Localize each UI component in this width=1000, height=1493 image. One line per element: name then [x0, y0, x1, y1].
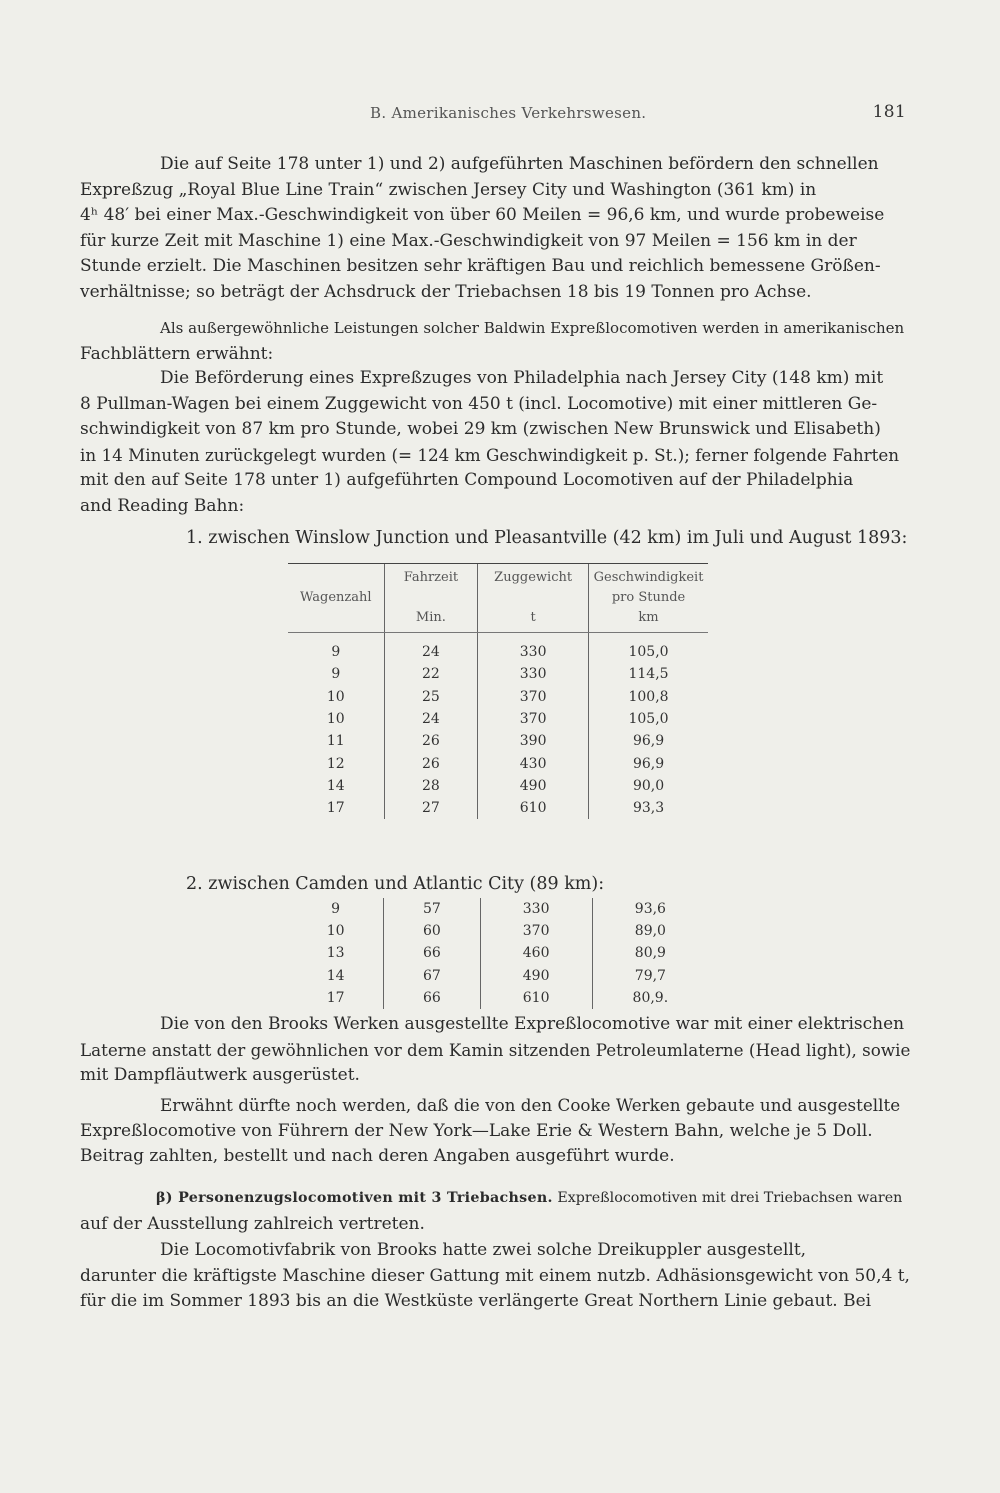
text-line: 8 Pullman-Wagen bei einem Zuggewicht von 450 t (incl. Locomotive) mit einer mittleren Ge-: [80, 393, 878, 414]
table-cell: 610: [478, 797, 589, 819]
table-cell: 114,5: [589, 663, 708, 685]
header-unit: t: [530, 610, 536, 625]
table-cell: 26: [384, 730, 478, 752]
table-cell: 17: [326, 800, 345, 817]
table-row: [288, 708, 708, 730]
text-line: [80, 1186, 910, 1212]
table-cell: 10: [326, 923, 345, 940]
table-cell: 90,0: [589, 775, 708, 797]
table-cell: 105,0: [589, 633, 708, 664]
column-header-fahrzeit: [384, 564, 478, 633]
table-cell: 24: [384, 708, 478, 730]
table-cell: 330: [480, 898, 592, 920]
table-cell: 390: [478, 730, 589, 752]
paragraph-baldwin: [80, 316, 910, 367]
table-cell: 10: [326, 688, 345, 705]
table-cell: 93,6: [592, 898, 708, 920]
text-line: schwindigkeit von 87 km pro Stunde, wobei 29 km (zwischen New Brunswick und Elisabeth): [80, 419, 881, 440]
header-unit: km: [638, 610, 659, 625]
table-cell: 460: [480, 942, 592, 964]
table-cell: 9: [331, 644, 341, 661]
table-cell: 17: [326, 989, 345, 1006]
table-cell: 57: [384, 898, 480, 920]
paragraph-royal-blue: [80, 152, 910, 306]
text-line: darunter die kräftigste Maschine dieser Gattung mit einem nutzb. Adhäsionsgewicht von 50,4 t,: [80, 1265, 910, 1286]
text-line: Die Locomotivfabrik von Brooks hatte zwei solche Dreikuppler ausgestellt,: [160, 1240, 807, 1260]
table-cell: 105,0: [589, 708, 708, 730]
table-row: [288, 898, 708, 920]
page-number: 181: [872, 102, 906, 122]
text-line: Beitrag zahlten, bestellt und nach deren Angaben ausgeführt wurde.: [80, 1146, 675, 1167]
text-line: Expreßzug „Royal Blue Line Train“ zwischen Jersey City und Washington (361 km) in: [80, 179, 817, 200]
table-cell: 96,9: [589, 730, 708, 752]
text-line: and Reading Bahn:: [80, 495, 245, 516]
table-row: [288, 775, 708, 797]
table-cell: 89,0: [592, 920, 708, 942]
table-cell: 80,9.: [592, 987, 708, 1009]
text-line: auf der Ausstellung zahlreich vertreten.: [80, 1213, 425, 1234]
table-cell: 67: [384, 965, 480, 987]
text-line: mit Dampfläutwerk ausgerüstet.: [80, 1065, 360, 1086]
table-cell: 12: [326, 755, 345, 772]
text-line: Expreßlocomotive von Führern der New York—Lake Erie & Western Bahn, welche je 5 Doll.: [80, 1120, 873, 1141]
table-cell: 370: [478, 686, 589, 708]
table-cell: 370: [478, 708, 589, 730]
table-cell: 9: [331, 901, 341, 918]
header-label: Zuggewicht: [494, 570, 573, 585]
table-cell: 24: [384, 633, 478, 664]
table-cell: 93,3: [589, 797, 708, 819]
table-cell: 370: [480, 920, 592, 942]
text-line: Fachblättern erwähnt:: [80, 343, 274, 364]
table-row: [288, 987, 708, 1009]
table-cell: 11: [326, 733, 345, 750]
table-row: [288, 965, 708, 987]
table-row: [288, 633, 708, 664]
table-cell: 490: [480, 965, 592, 987]
table-row: [288, 797, 708, 819]
table-row: [288, 686, 708, 708]
header-unit: Min.: [415, 610, 446, 625]
table-cell: 79,7: [592, 965, 708, 987]
text-line: mit den auf Seite 178 unter 1) aufgeführten Compound Locomotiven auf der Philadelphia: [80, 470, 854, 491]
table-row: [288, 730, 708, 752]
table-cell: 10: [326, 711, 345, 728]
table-cell: 80,9: [592, 942, 708, 964]
text-fragment: Expreßlocomotiven mit drei Triebachsen waren: [552, 1190, 903, 1206]
table-cell: 9: [331, 666, 341, 683]
header-label: Geschwindigkeit pro Stunde: [593, 570, 704, 605]
running-head-title: B. Amerikanisches Verkehrswesen.: [370, 104, 647, 122]
table-row: [288, 942, 708, 964]
section-heading-camden: 2. zwischen Camden und Atlantic City (89 km):: [186, 874, 605, 894]
table-cell: 66: [384, 942, 480, 964]
column-header-geschwindigkeit: [589, 564, 708, 633]
text-line: Stunde erzielt. Die Maschinen besitzen sehr kräftigen Bau und reichlich bemessene Größen-: [80, 256, 881, 277]
table-cell: 330: [478, 633, 589, 664]
table-row: [288, 920, 708, 942]
text-line: Laterne anstatt der gewöhnlichen vor dem Kamin sitzenden Petroleumlaterne (Head light), sowie: [80, 1039, 911, 1060]
table-cell: 96,9: [589, 752, 708, 774]
paragraph-befoerderung: [80, 366, 910, 520]
text-line: Die auf Seite 178 unter 1) und 2) aufgeführten Maschinen befördern den schnellen: [160, 154, 879, 174]
table-cell: 27: [384, 797, 478, 819]
table-cell: 28: [384, 775, 478, 797]
subsection-label: β) Personenzugslocomotiven mit 3 Triebachsen.: [156, 1190, 553, 1206]
table-cell: 100,8: [589, 686, 708, 708]
table-cell: 22: [384, 663, 478, 685]
table-cell: 14: [326, 777, 345, 794]
paragraph-brooks-laterne: [80, 1012, 910, 1089]
data-table-winslow: [288, 563, 708, 819]
data-table-camden: [288, 898, 708, 1009]
text-line: Die Beförderung eines Expreßzuges von Philadelphia nach Jersey City (148 km) mit: [160, 368, 884, 388]
paragraph-cooke: [80, 1093, 910, 1170]
header-label: Fahrzeit: [403, 570, 459, 585]
text-line: Erwähnt dürfte noch werden, daß die von den Cooke Werken gebaute und ausgestellte: [160, 1095, 901, 1115]
header-label: Wagenzahl: [300, 590, 372, 605]
table-row: [288, 663, 708, 685]
column-header-zuggewicht: [478, 564, 589, 633]
text-line: für die im Sommer 1893 bis an die Westküste verlängerte Great Northern Linie gebaut. Bei: [80, 1291, 872, 1312]
paragraph-brooks-dreikuppler: [80, 1238, 910, 1315]
table-cell: 26: [384, 752, 478, 774]
text-line: in 14 Minuten zurückgelegt wurden (= 124 km Geschwindigkeit p. St.); ferner folgende Fahrten: [80, 444, 900, 465]
text-line: Die von den Brooks Werken ausgestellte Expreßlocomotive war mit einer elektrischen: [160, 1014, 905, 1034]
table-row: [288, 752, 708, 774]
table-cell: 60: [384, 920, 480, 942]
table-cell: 14: [326, 967, 345, 984]
table-cell: 330: [478, 663, 589, 685]
table-cell: 13: [326, 945, 345, 962]
column-header-wagenzahl: [288, 564, 384, 633]
table-cell: 66: [384, 987, 480, 1009]
paragraph-triebachsen: [80, 1186, 910, 1237]
table-cell: 25: [384, 686, 478, 708]
text-line: Als außergewöhnliche Leistungen solcher Baldwin Expreßlocomotiven werden in amerikanischen: [160, 319, 905, 337]
text-line: für kurze Zeit mit Maschine 1) eine Max.-Geschwindigkeit von 97 Meilen = 156 km in der: [80, 230, 857, 251]
table-cell: 430: [478, 752, 589, 774]
table-cell: 610: [480, 987, 592, 1009]
text-line: 4ʰ 48′ bei einer Max.-Geschwindigkeit von über 60 Meilen = 96,6 km, und wurde probeweise: [80, 205, 885, 226]
section-heading-winslow: 1. zwischen Winslow Junction und Pleasantville (42 km) im Juli und August 1893:: [186, 528, 908, 548]
table-cell: 490: [478, 775, 589, 797]
text-line: verhältnisse; so beträgt der Achsdruck der Triebachsen 18 bis 19 Tonnen pro Achse.: [80, 281, 812, 302]
